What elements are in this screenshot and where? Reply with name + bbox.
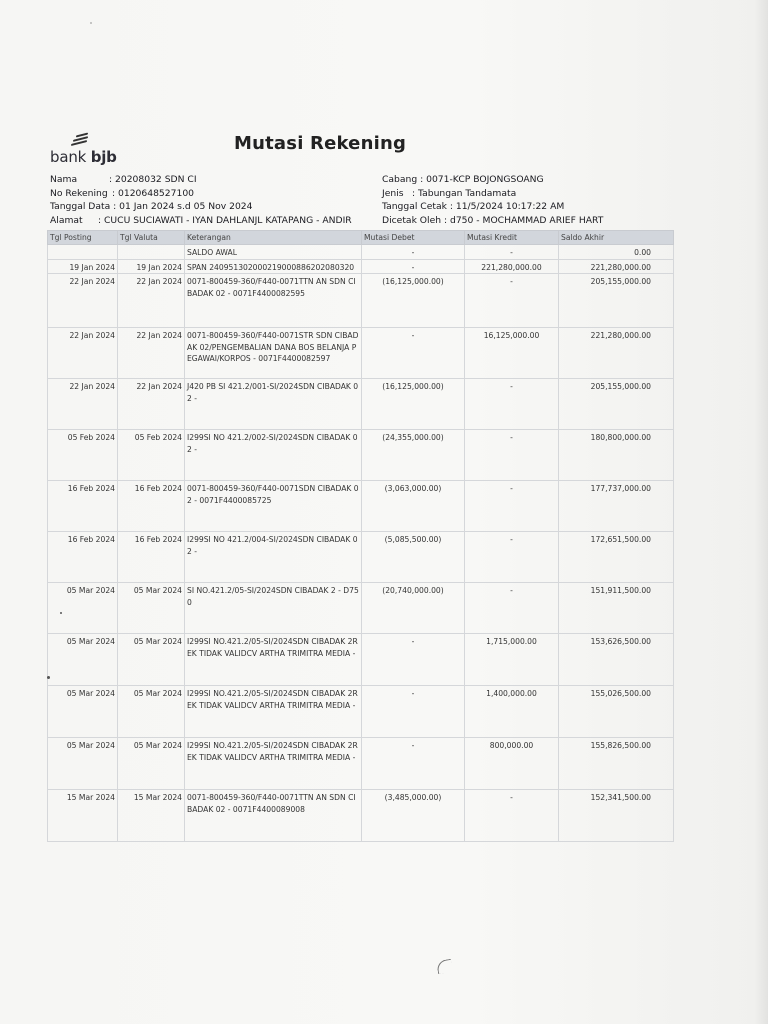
- alamat-row: [50, 214, 352, 228]
- cell-saldo: 153,626,500.00: [559, 634, 674, 686]
- nama-row: [50, 173, 352, 187]
- col-tgl-posting: Tgl Posting: [48, 231, 118, 245]
- cell-tgl-valuta: 05 Mar 2024: [118, 583, 185, 634]
- nama-value: : 20208032 SDN CI: [109, 174, 197, 185]
- cell-kredit: -: [465, 379, 559, 430]
- cell-saldo: 172,651,500.00: [559, 532, 674, 583]
- col-saldo-akhir: Saldo Akhir: [559, 231, 674, 245]
- table-row: [48, 430, 674, 481]
- alamat-value: : CUCU SUCIAWATI - IYAN DAHLANJL KATAPANG - ANDIR: [98, 214, 352, 226]
- cell-keterangan: I299SI NO 421.2/002-SI/2024SDN CIBADAK 02 -: [185, 430, 362, 481]
- cell-debet: -: [362, 634, 465, 686]
- cell-saldo: 205,155,000.00: [559, 379, 674, 430]
- nama-label: Nama: [50, 174, 78, 185]
- cell-debet: (20,740,000.00): [362, 583, 465, 634]
- mutasi-table: [47, 230, 674, 842]
- cell-keterangan: 0071-800459-360/F440-0071TTN AN SDN CIBADAK 02 - 0071F4400082595: [185, 274, 362, 328]
- cell-kredit: -: [465, 583, 559, 634]
- bank-bjb-logo: [50, 132, 130, 166]
- tanggal-cetak: Tanggal Cetak : 11/5/2024 10:17:22 AM: [382, 201, 565, 213]
- table-row: [48, 634, 674, 686]
- cell-tgl-valuta: 22 Jan 2024: [118, 379, 185, 430]
- scan-speck: [90, 22, 92, 24]
- cell-tgl-valuta: 22 Jan 2024: [118, 274, 185, 328]
- page-edge-shadow: [754, 0, 768, 1024]
- cell-saldo: 0.00: [559, 245, 674, 260]
- table-row: [48, 583, 674, 634]
- cell-tgl-posting: 05 Mar 2024: [48, 686, 118, 738]
- norek-row: [50, 187, 352, 201]
- cell-tgl-valuta: 05 Mar 2024: [118, 634, 185, 686]
- cell-saldo: 205,155,000.00: [559, 274, 674, 328]
- col-mutasi-kredit: Mutasi Kredit: [465, 231, 559, 245]
- cell-kredit: -: [465, 274, 559, 328]
- cell-kredit: 800,000.00: [465, 738, 559, 790]
- cell-keterangan: J420 PB SI 421.2/001-SI/2024SDN CIBADAK 02 -: [185, 379, 362, 430]
- page-title: Mutasi Rekening: [234, 133, 407, 154]
- table-row: [48, 379, 674, 430]
- cell-tgl-posting: 05 Mar 2024: [48, 583, 118, 634]
- cell-tgl-valuta: 16 Feb 2024: [118, 532, 185, 583]
- cell-keterangan: I299SI NO 421.2/004-SI/2024SDN CIBADAK 02 -: [185, 532, 362, 583]
- cell-keterangan: SALDO AWAL: [185, 245, 362, 260]
- header-right: [382, 173, 603, 227]
- cell-debet: -: [362, 738, 465, 790]
- table-row: [48, 328, 674, 379]
- cell-tgl-valuta: 05 Feb 2024: [118, 430, 185, 481]
- cell-tgl-posting: 05 Mar 2024: [48, 738, 118, 790]
- table-row: [48, 532, 674, 583]
- table-row: [48, 245, 674, 260]
- cell-debet: -: [362, 686, 465, 738]
- cell-kredit: 1,715,000.00: [465, 634, 559, 686]
- cell-tgl-posting: 16 Feb 2024: [48, 532, 118, 583]
- scan-speck: [47, 676, 50, 679]
- cell-debet: -: [362, 259, 465, 274]
- table-header-row: [48, 231, 674, 245]
- jenis-value: : Tabungan Tandamata: [412, 187, 517, 199]
- cell-keterangan: 0071-800459-360/F440-0071SDN CIBADAK 02 - 0071F4400085725: [185, 481, 362, 532]
- cell-saldo: 152,341,500.00: [559, 790, 674, 842]
- jenis-row: [382, 187, 603, 201]
- norek-label: No Rekening: [50, 187, 108, 199]
- cell-tgl-valuta: 15 Mar 2024: [118, 790, 185, 842]
- cell-keterangan: 0071-800459-360/F440-0071STR SDN CIBADAK 02/PENGEMBALIAN DANA BOS BELANJA PEGAWAI/KORPOS - 0071F4400082597: [185, 328, 362, 379]
- table-row: [48, 274, 674, 328]
- cell-tgl-valuta: 19 Jan 2024: [118, 259, 185, 274]
- cell-kredit: -: [465, 430, 559, 481]
- col-mutasi-debet: Mutasi Debet: [362, 231, 465, 245]
- cell-keterangan: SI NO.421.2/05-SI/2024SDN CIBADAK 2 - D750: [185, 583, 362, 634]
- cell-tgl-valuta: 22 Jan 2024: [118, 328, 185, 379]
- cell-debet: (3,063,000.00): [362, 481, 465, 532]
- cell-debet: (5,085,500.00): [362, 532, 465, 583]
- cell-tgl-posting: 19 Jan 2024: [48, 259, 118, 274]
- cell-tgl-posting: 05 Mar 2024: [48, 634, 118, 686]
- cell-debet: -: [362, 328, 465, 379]
- cell-kredit: -: [465, 481, 559, 532]
- cell-saldo: 221,280,000.00: [559, 259, 674, 274]
- cell-tgl-posting: [48, 245, 118, 260]
- cabang: Cabang : 0071-KCP BOJONGSOANG: [382, 174, 544, 185]
- cell-kredit: -: [465, 532, 559, 583]
- header-left: [50, 173, 352, 227]
- cell-debet: -: [362, 245, 465, 260]
- col-keterangan: Keterangan: [185, 231, 362, 245]
- cell-debet: (16,125,000.00): [362, 379, 465, 430]
- dicetak-oleh: Dicetak Oleh : d750 - MOCHAMMAD ARIEF HART: [382, 214, 604, 226]
- table-row: [48, 481, 674, 532]
- scan-speck: [60, 612, 62, 614]
- table-row: [48, 790, 674, 842]
- cell-tgl-posting: 22 Jan 2024: [48, 328, 118, 379]
- cell-kredit: 16,125,000.00: [465, 328, 559, 379]
- alamat-label: Alamat: [50, 214, 83, 226]
- cell-keterangan: I299SI NO.421.2/05-SI/2024SDN CIBADAK 2REK TIDAK VALIDCV ARTHA TRIMITRA MEDIA -: [185, 738, 362, 790]
- norek-value: : 0120648527100: [112, 187, 195, 199]
- cell-tgl-valuta: 05 Mar 2024: [118, 686, 185, 738]
- cell-kredit: 1,400,000.00: [465, 686, 559, 738]
- cell-saldo: 177,737,000.00: [559, 481, 674, 532]
- cell-kredit: -: [465, 245, 559, 260]
- cell-keterangan: SPAN 240951302000219000886202080320: [185, 259, 362, 274]
- cell-debet: (3,485,000.00): [362, 790, 465, 842]
- cell-keterangan: I299SI NO.421.2/05-SI/2024SDN CIBADAK 2REK TIDAK VALIDCV ARTHA TRIMITRA MEDIA -: [185, 686, 362, 738]
- cell-debet: (16,125,000.00): [362, 274, 465, 328]
- cell-saldo: 155,826,500.00: [559, 738, 674, 790]
- cell-tgl-valuta: 05 Mar 2024: [118, 738, 185, 790]
- table-row: [48, 738, 674, 790]
- tanggal-data: Tanggal Data : 01 Jan 2024 s.d 05 Nov 2024: [50, 201, 253, 213]
- cell-kredit: -: [465, 790, 559, 842]
- cell-tgl-valuta: 16 Feb 2024: [118, 481, 185, 532]
- cell-saldo: 221,280,000.00: [559, 328, 674, 379]
- table-row: [48, 686, 674, 738]
- table-row: [48, 259, 674, 274]
- cell-saldo: 155,026,500.00: [559, 686, 674, 738]
- cell-tgl-posting: 05 Feb 2024: [48, 430, 118, 481]
- cell-tgl-posting: 15 Mar 2024: [48, 790, 118, 842]
- cell-tgl-posting: 22 Jan 2024: [48, 379, 118, 430]
- cell-keterangan: 0071-800459-360/F440-0071TTN AN SDN CIBADAK 02 - 0071F4400089008: [185, 790, 362, 842]
- logo-stripes-icon: [70, 132, 88, 148]
- cell-kredit: 221,280,000.00: [465, 259, 559, 274]
- jenis-label: Jenis: [382, 187, 404, 199]
- logo-wordmark: bank bjb: [50, 148, 117, 166]
- cell-tgl-posting: 22 Jan 2024: [48, 274, 118, 328]
- cell-tgl-posting: 16 Feb 2024: [48, 481, 118, 532]
- cell-keterangan: I299SI NO.421.2/05-SI/2024SDN CIBADAK 2REK TIDAK VALIDCV ARTHA TRIMITRA MEDIA -: [185, 634, 362, 686]
- cell-tgl-valuta: [118, 245, 185, 260]
- cell-saldo: 151,911,500.00: [559, 583, 674, 634]
- cell-debet: (24,355,000.00): [362, 430, 465, 481]
- cell-saldo: 180,800,000.00: [559, 430, 674, 481]
- col-tgl-valuta: Tgl Valuta: [118, 231, 185, 245]
